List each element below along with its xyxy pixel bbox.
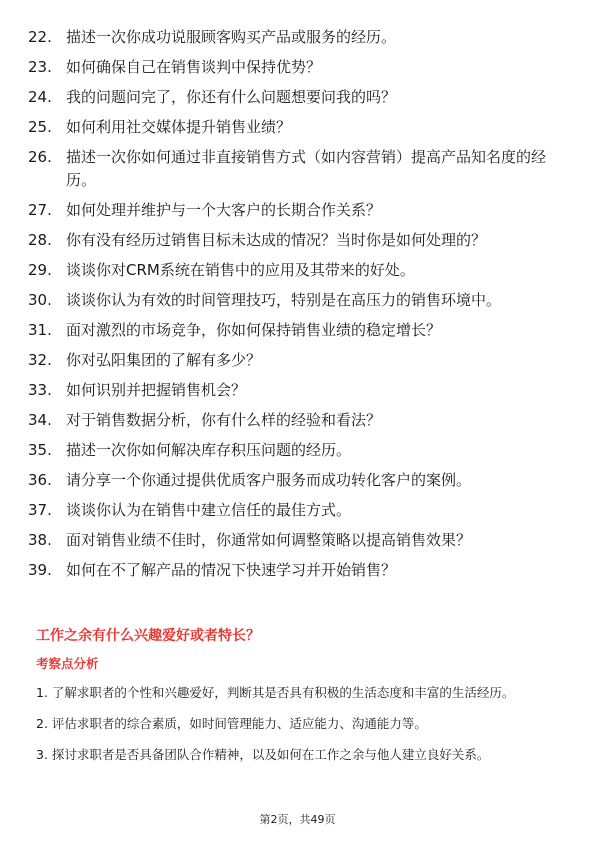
- analysis-point: 2. 评估求职者的综合素质，如时间管理能力、适应能力、沟通能力等。: [36, 716, 427, 731]
- question-number: 35.: [28, 441, 52, 459]
- question-text: 谈谈你认为在销售中建立信任的最佳方式。: [66, 501, 352, 519]
- question-text: 谈谈你对CRM系统在销售中的应用及其带来的好处。: [66, 261, 415, 279]
- question-number: 25.: [28, 118, 52, 136]
- question-item: [28, 86, 568, 109]
- question-text: 面对激烈的市场竞争，你如何保持销售业绩的稳定增长？: [66, 321, 442, 339]
- question-number: 31.: [28, 321, 52, 339]
- question-number: 30.: [28, 291, 52, 309]
- question-number: 32.: [28, 351, 52, 369]
- question-number: 33.: [28, 381, 52, 399]
- question-text: 如何在不了解产品的情况下快速学习并开始销售？: [66, 561, 397, 579]
- question-item: [28, 146, 568, 192]
- question-text: 我的问题问完了，你还有什么问题想要问我的吗？: [66, 88, 397, 106]
- page-footer: 第2页，共49页: [259, 813, 336, 826]
- question-number: 27.: [28, 201, 52, 219]
- question-number: 38.: [28, 531, 52, 549]
- question-text: 如何识别并把握销售机会？: [66, 381, 247, 399]
- question-text: 你有没有经历过销售目标未达成的情况？当时你是如何处理的？: [66, 231, 487, 249]
- question-number: 39.: [28, 561, 52, 579]
- question-text: 你对弘阳集团的了解有多少？: [66, 351, 262, 369]
- question-item: [28, 319, 568, 342]
- question-item: [28, 289, 568, 312]
- question-text: 面对销售业绩不佳时，你通常如何调整策略以提高销售效果？: [66, 531, 472, 549]
- question-item: [28, 409, 568, 432]
- analysis-point: 3. 探讨求职者是否具备团队合作精神，以及如何在工作之余与他人建立良好关系。: [36, 747, 490, 762]
- question-item: [28, 259, 568, 282]
- question-item: [28, 559, 568, 582]
- section-subheading: 考察点分析: [36, 656, 99, 671]
- question-item: [28, 529, 568, 552]
- question-text: 描述一次你如何通过非直接销售方式（如内容营销）提高产品知名度的经历。: [66, 148, 547, 189]
- section-heading: 工作之余有什么兴趣爱好或者特长？: [36, 628, 260, 644]
- question-item: [28, 349, 568, 372]
- question-item: [28, 379, 568, 402]
- question-text: 对于销售数据分析，你有什么样的经验和看法？: [66, 411, 382, 429]
- question-text: 请分享一个你通过提供优质客户服务而成功转化客户的案例。: [66, 471, 472, 489]
- question-number: 24.: [28, 88, 52, 106]
- question-text: 描述一次你成功说服顾客购买产品或服务的经历。: [66, 28, 397, 46]
- question-number: 36.: [28, 471, 52, 489]
- question-number: 28.: [28, 231, 52, 249]
- question-item: [28, 229, 568, 252]
- question-item: [28, 56, 568, 79]
- question-number: 23.: [28, 58, 52, 76]
- analysis-section: [36, 626, 560, 773]
- question-list: [28, 26, 568, 589]
- question-number: 37.: [28, 501, 52, 519]
- question-text: 描述一次你如何解决库存积压问题的经历。: [66, 441, 352, 459]
- question-text: 如何确保自己在销售谈判中保持优势？: [66, 58, 322, 76]
- question-number: 26.: [28, 148, 52, 166]
- question-item: [28, 499, 568, 522]
- question-text: 如何处理并维护与一个大客户的长期合作关系？: [66, 201, 382, 219]
- question-text: 谈谈你认为有效的时间管理技巧，特别是在高压力的销售环境中。: [66, 291, 502, 309]
- question-item: [28, 199, 568, 222]
- analysis-point: 1. 了解求职者的个性和兴趣爱好，判断其是否具有积极的生活态度和丰富的生活经历。: [36, 685, 515, 700]
- question-item: [28, 26, 568, 49]
- question-item: [28, 439, 568, 462]
- question-number: 34.: [28, 411, 52, 429]
- question-item: [28, 469, 568, 492]
- question-text: 如何利用社交媒体提升销售业绩？: [66, 118, 292, 136]
- question-number: 22.: [28, 28, 52, 46]
- question-item: [28, 116, 568, 139]
- question-number: 29.: [28, 261, 52, 279]
